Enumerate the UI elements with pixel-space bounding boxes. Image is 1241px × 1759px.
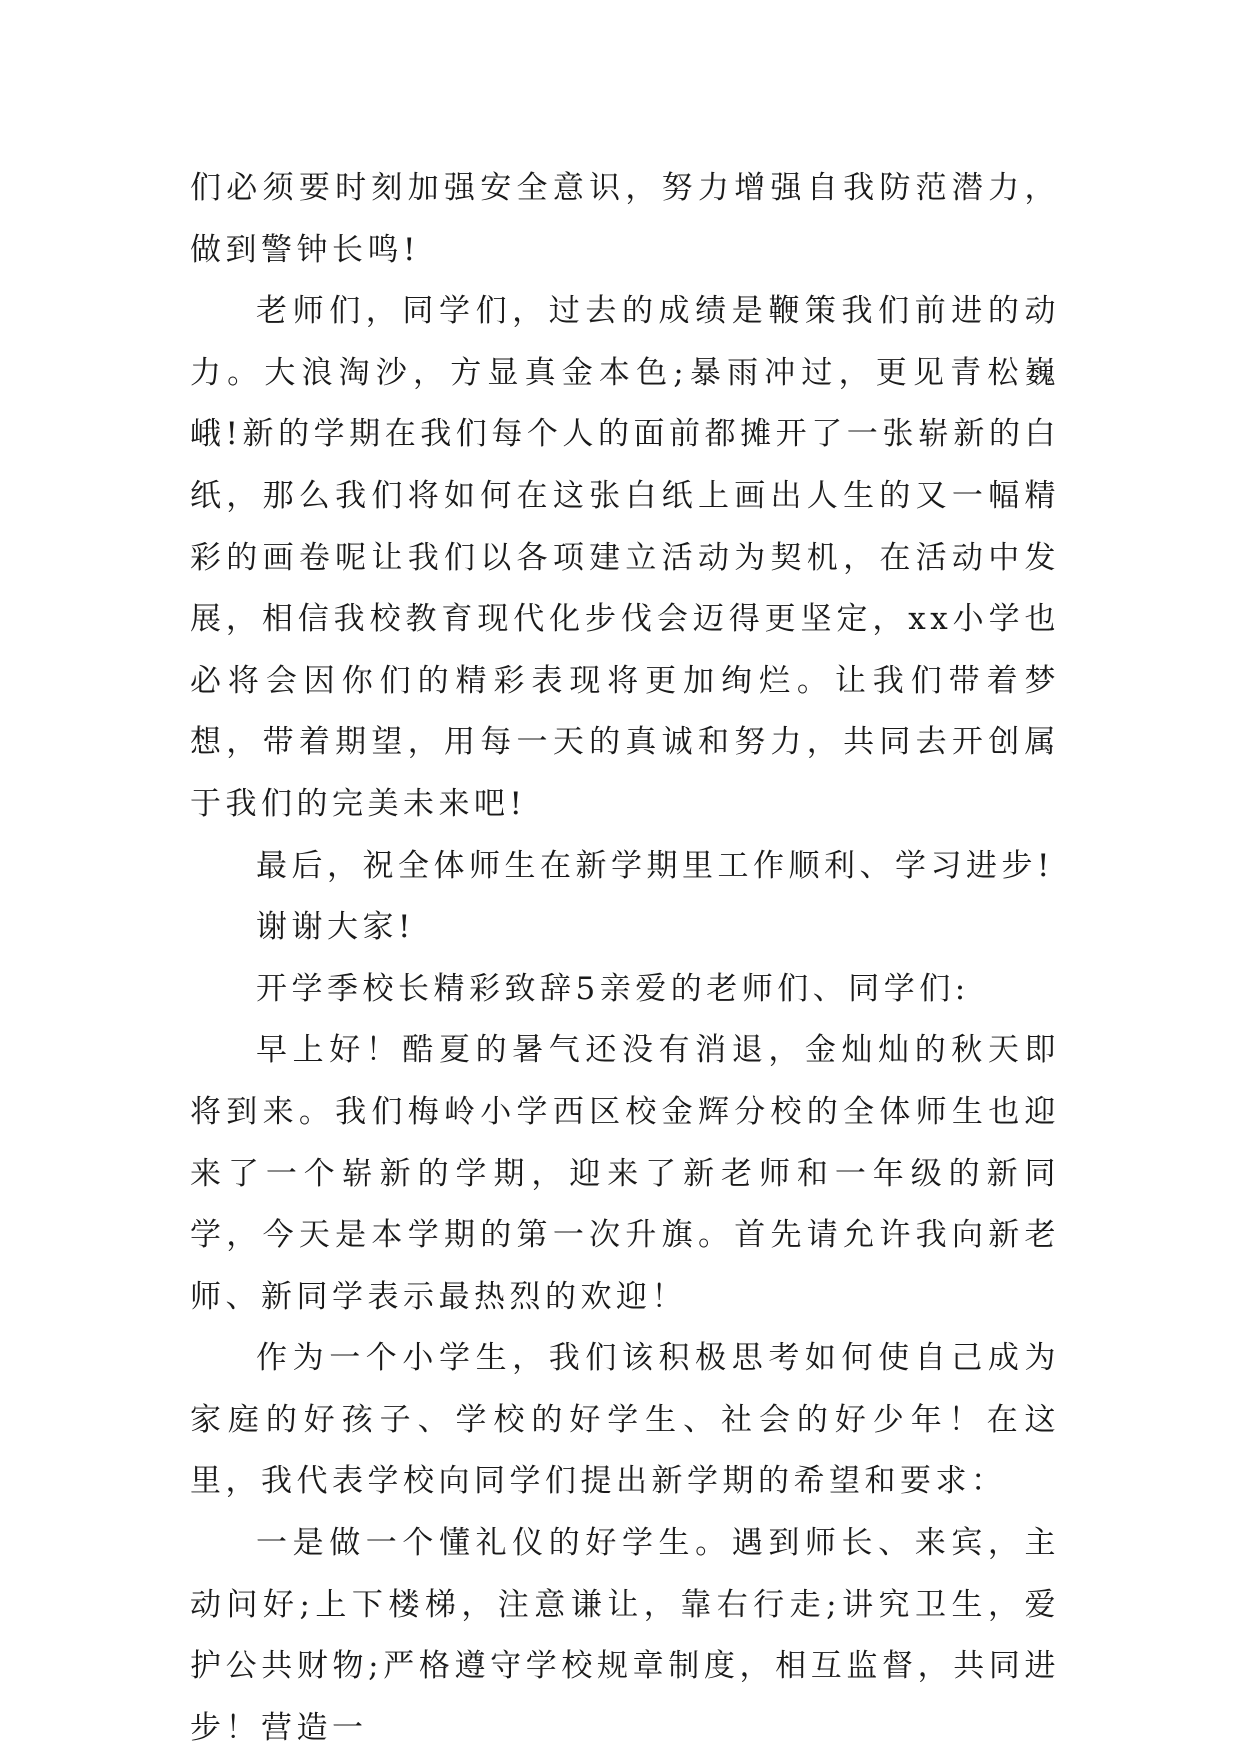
paragraph-past-achievements: 老师们，同学们，过去的成绩是鞭策我们前进的动力。大浪淘沙，方显真金本色;暴雨冲过，更见青松巍峨!新的学期在我们每个人的面前都摊开了一张崭新的白纸，那么我们将如何在这张白纸上画出人生的又一幅精彩的画卷呢让我们以各项建立活动为契机，在活动中发展，相信我校教育现代化步伐会迈得更坚定，xx小学也必将会因你们的精彩表现将更加绚烂。让我们带着梦想，带着期望，用每一天的真诚和努力，共同去开创属于我们的完美未来吧! bbox=[190, 293, 1060, 822]
paragraph-continued: 们必须要时刻加强安全意识，努力增强自我防范潜力，做到警钟长鸣! bbox=[190, 170, 1060, 268]
paragraph-etiquette: 一是做一个懂礼仪的好学生。遇到师长、来宾，主动问好;上下楼梯，注意谦让，靠右行走;讲究卫生，爱护公共财物;严格遵守学校规章制度，相互监督，共同进步！营造一 bbox=[190, 1525, 1060, 1746]
paragraph-wishes: 最后，祝全体师生在新学期里工作顺利、学习进步! bbox=[256, 847, 1054, 884]
document-body bbox=[190, 158, 1060, 1759]
paragraph-speech-heading: 开学季校长精彩致辞5亲爱的老师们、同学们: bbox=[256, 970, 970, 1007]
paragraph-thanks: 谢谢大家! bbox=[256, 909, 415, 946]
paragraph-expectations: 作为一个小学生，我们该积极思考如何使自己成为家庭的好孩子、学校的好学生、社会的好少年！在这里，我代表学校向同学们提出新学期的希望和要求： bbox=[190, 1340, 1060, 1500]
paragraph-greeting: 早上好！酷夏的暑气还没有消退，金灿灿的秋天即将到来。我们梅岭小学西区校金辉分校的全体师生也迎来了一个崭新的学期，迎来了新老师和一年级的新同学，今天是本学期的第一次升旗。首先请允许我向新老师、新同学表示最热烈的欢迎！ bbox=[190, 1032, 1060, 1315]
